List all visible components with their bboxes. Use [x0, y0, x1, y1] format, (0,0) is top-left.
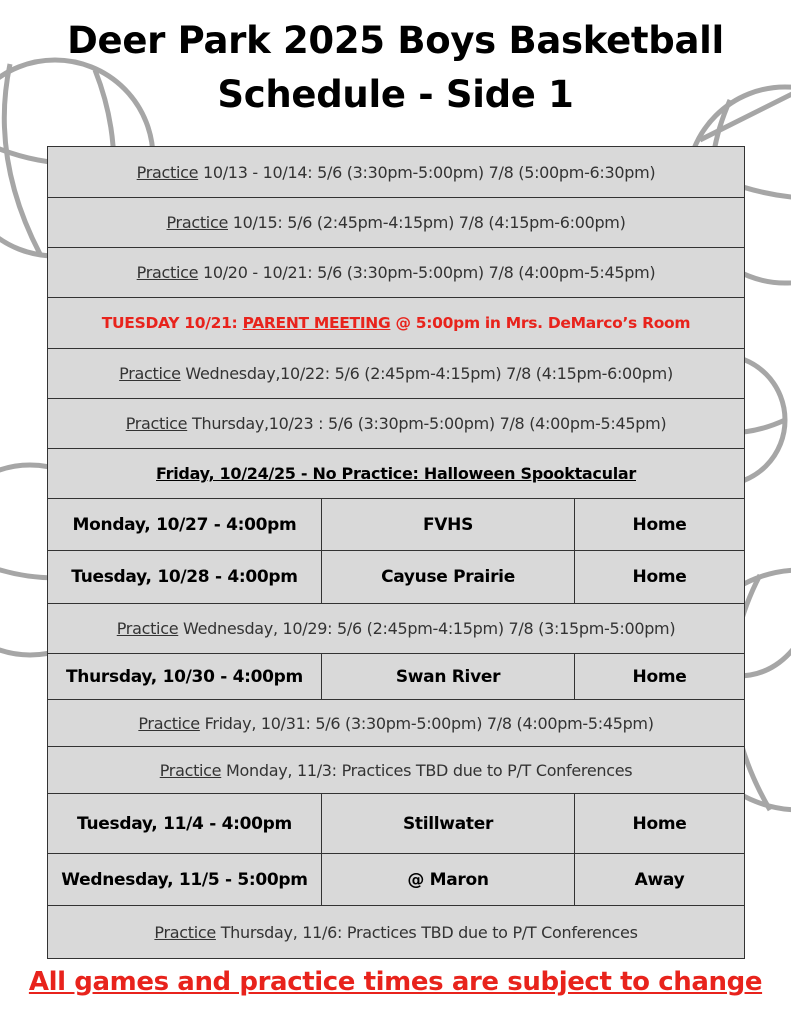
table-row	[48, 298, 745, 349]
table-row	[48, 198, 745, 248]
table-row	[48, 906, 745, 959]
table-row	[48, 700, 745, 747]
meeting-details: @ 5:00pm in Mrs. DeMarco’s Room	[390, 314, 691, 332]
parent-meeting-cell	[48, 298, 745, 349]
table-row	[48, 794, 745, 854]
practice-label: Practice	[159, 760, 222, 780]
game-location: Home	[575, 654, 745, 700]
table-row	[48, 499, 745, 551]
practice-label: Practice	[136, 263, 199, 282]
practice-label: Practice	[138, 713, 200, 733]
practice-details: Wednesday,10/22: 5/6 (2:45pm-4:15pm) 7/8 (4:15pm-6:00pm)	[180, 364, 673, 383]
meeting-date: TUESDAY 10/21:	[101, 314, 243, 332]
table-row	[48, 449, 745, 499]
practice-details: Thursday, 11/6: Practices TBD due to P/T Conferences	[215, 922, 638, 942]
game-opponent: FVHS	[322, 499, 575, 551]
game-opponent: Cayuse Prairie	[322, 551, 575, 604]
table-row	[48, 349, 745, 399]
table-row	[48, 747, 745, 794]
practice-cell	[48, 399, 745, 449]
practice-cell	[48, 198, 745, 248]
practice-cell	[48, 700, 745, 747]
practice-details: 10/13 - 10/14: 5/6 (3:30pm-5:00pm) 7/8 (5:00pm-6:30pm)	[198, 162, 656, 182]
practice-label: Practice	[119, 364, 181, 383]
table-row	[48, 399, 745, 449]
practice-details: 10/15: 5/6 (2:45pm-4:15pm) 7/8 (4:15pm-6:00pm)	[228, 213, 626, 232]
practice-label: Practice	[166, 213, 228, 232]
practice-cell	[48, 747, 745, 794]
table-row	[48, 604, 745, 654]
parent-meeting-link[interactable]: PARENT MEETING	[242, 314, 391, 332]
game-date: Tuesday, 11/4 - 4:00pm	[48, 794, 322, 854]
practice-cell	[48, 248, 745, 298]
game-location: Away	[575, 854, 745, 906]
game-date: Thursday, 10/30 - 4:00pm	[48, 654, 322, 700]
table-row	[48, 654, 745, 700]
game-date: Monday, 10/27 - 4:00pm	[48, 499, 322, 551]
practice-label: Practice	[136, 162, 199, 182]
practice-label: Practice	[125, 414, 188, 433]
game-opponent: Swan River	[322, 654, 575, 700]
game-location: Home	[575, 551, 745, 604]
game-date: Wednesday, 11/5 - 5:00pm	[48, 854, 322, 906]
title-line-1: Deer Park 2025 Boys Basketball	[67, 19, 724, 62]
game-location: Home	[575, 499, 745, 551]
game-opponent: Stillwater	[322, 794, 575, 854]
practice-details: Wednesday, 10/29: 5/6 (2:45pm-4:15pm) 7/8 (3:15pm-5:00pm)	[178, 619, 676, 638]
game-date: Tuesday, 10/28 - 4:00pm	[48, 551, 322, 604]
table-row	[48, 147, 745, 198]
game-opponent: @ Maron	[322, 854, 575, 906]
schedule-table	[47, 146, 745, 959]
practice-details: Monday, 11/3: Practices TBD due to P/T Conferences	[221, 760, 633, 780]
practice-cell	[48, 349, 745, 399]
practice-details: Friday, 10/31: 5/6 (3:30pm-5:00pm) 7/8 (4:00pm-5:45pm)	[199, 713, 654, 733]
disclaimer-footer: All games and practice times are subject to change	[28, 967, 763, 997]
game-location: Home	[575, 794, 745, 854]
practice-details: 10/20 - 10/21: 5/6 (3:30pm-5:00pm) 7/8 (4:00pm-5:45pm)	[198, 263, 656, 282]
practice-cell	[48, 604, 745, 654]
table-row	[48, 551, 745, 604]
title-line-2: Schedule - Side 1	[217, 73, 574, 116]
practice-details: Thursday,10/23 : 5/6 (3:30pm-5:00pm) 7/8 (4:00pm-5:45pm)	[187, 414, 667, 433]
practice-label: Practice	[116, 619, 179, 638]
page-title	[0, 14, 791, 122]
no-practice-notice: Friday, 10/24/25 - No Practice: Halloween Spooktacular	[48, 449, 745, 499]
practice-label: Practice	[154, 922, 216, 942]
table-row	[48, 248, 745, 298]
practice-cell	[48, 906, 745, 959]
table-row	[48, 854, 745, 906]
practice-cell	[48, 147, 745, 198]
